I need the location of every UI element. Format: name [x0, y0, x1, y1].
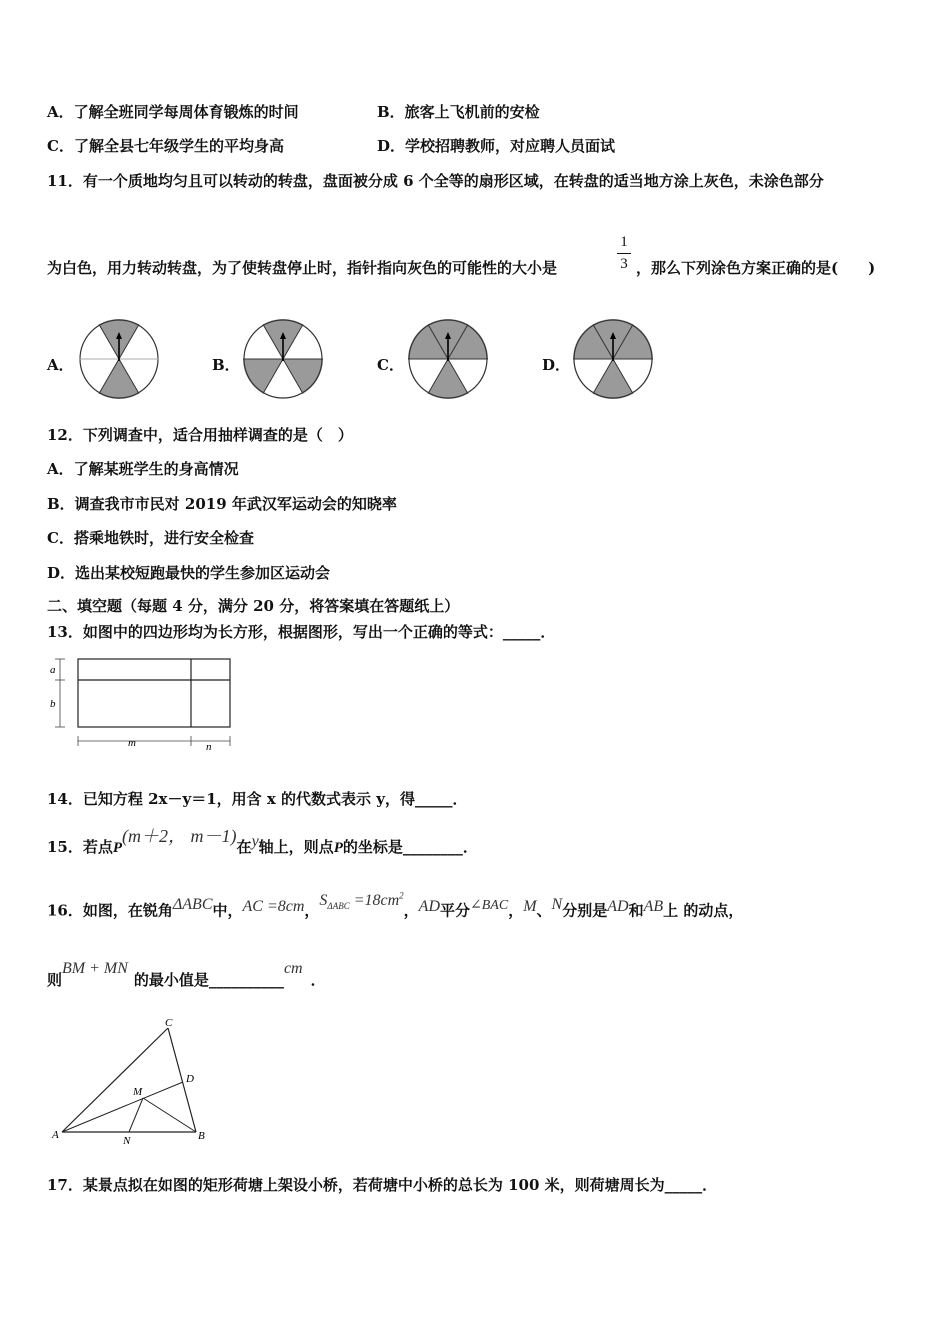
q16-angle: ∠BAC: [470, 898, 509, 914]
q16-t2: ，: [304, 901, 320, 920]
q10-option-c: C．了解全县七年级学生的平均身高: [47, 137, 284, 155]
q13-rectangle-figure: [46, 654, 236, 754]
q16-area-s: S: [319, 892, 328, 910]
spinner-d-figure: [573, 319, 653, 399]
q16-label-m: M: [133, 1086, 143, 1098]
q16-ad2: AD: [607, 898, 629, 916]
spinner-c-figure: [408, 319, 488, 399]
q16-triangle-figure: [50, 1016, 220, 1146]
q16-expr: BM + MN: [62, 960, 128, 977]
q16-t1: 中，: [212, 901, 243, 920]
q16-n: N: [551, 896, 563, 914]
q16-pre: 16．如图，在锐角: [47, 901, 173, 920]
q10-option-d: D．学校招聘教师，对应聘人员面试: [377, 137, 616, 155]
q13-label-a: a: [50, 664, 56, 676]
q16-area-sup: 2: [399, 891, 404, 901]
q13-stem: 13．如图中的四边形均为长方形，根据图形，写出一个正确的等式：_____．: [47, 623, 556, 641]
spinner-b-gray-lowerright: [283, 359, 323, 394]
q16-stem-line2: [47, 960, 326, 991]
q16-t9: 上 的动点，: [663, 901, 744, 920]
q16-label-n: N: [123, 1135, 131, 1147]
q16-ac: AC =8cm: [242, 898, 305, 916]
spinner-c-gray-bottom: [428, 359, 468, 399]
q12-option-a: A．了解某班学生的身高情况: [47, 460, 239, 478]
q16-t4: 平分: [440, 901, 471, 920]
q16-triangle: ΔABC: [172, 896, 213, 914]
q10-option-b: B．旅客上飞机前的安检: [377, 103, 540, 121]
q16-t7: 分别是: [562, 901, 608, 920]
section-2-heading: 二、填空题（每题 4 分，满分 20 分，将答案填在答题纸上）: [47, 597, 460, 615]
q16-m: M: [523, 898, 537, 916]
q16-label-b: B: [198, 1130, 205, 1142]
q12-option-d: D．选出某校短跑最快的学生参加区运动会: [47, 564, 331, 582]
q16-t6: 、: [536, 901, 552, 920]
q16-stem-line1: [47, 891, 744, 927]
q15-point-p2: P: [333, 840, 343, 856]
q16-area-val: =18cm: [349, 892, 400, 910]
q15-pre: 15．若点: [47, 838, 113, 856]
spinner-a-figure: [79, 319, 159, 399]
q16-area: [319, 891, 404, 912]
q17-stem: 17．某景点拟在如图的矩形荷塘上架设小桥，若荷塘中小桥的总长为 100 米，则荷塘周长为_____．: [47, 1176, 718, 1194]
q10-option-a: A．了解全班同学每周体育锻炼的时间: [47, 103, 299, 121]
q16-label-d: D: [186, 1073, 194, 1085]
q11-option-c-label: C．: [377, 356, 404, 374]
q12-stem: 12．下列调查中，适合用抽样调查的是（ ）: [47, 426, 353, 444]
q13-label-b: b: [50, 698, 56, 710]
q15-end: 的坐标是________．: [342, 838, 478, 856]
fraction-bar: [617, 253, 631, 254]
q11-option-a-label: A．: [47, 356, 74, 374]
q16-label-c: C: [165, 1017, 173, 1029]
q11-fraction-denominator: 3: [620, 256, 628, 272]
q15-mid: 在: [236, 838, 252, 856]
q16-label-a: A: [52, 1129, 59, 1141]
q13-label-n: n: [206, 741, 212, 753]
q16-l2-pre: 则: [47, 971, 63, 989]
q11-option-d-label: D．: [542, 356, 571, 374]
q15-point-p: P: [112, 840, 123, 856]
q16-l2-end: ．: [310, 971, 326, 989]
q16-ab: AB: [643, 898, 664, 916]
q16-area-sub: ΔABC: [327, 901, 350, 912]
spinner-b-figure: [243, 319, 323, 399]
q16-ad: AD: [418, 898, 440, 916]
q15-stem: [47, 826, 478, 858]
q12-option-b: B．调查我市市民对 2019 年武汉军运动会的知晓率: [47, 495, 397, 513]
spinner-b-gray-lowerleft: [243, 359, 283, 394]
q16-unit: cm: [283, 960, 303, 977]
q16-t8: 和: [628, 901, 644, 920]
q15-coords: (m＋2， m－1): [122, 826, 237, 846]
q16-l2-mid: 的最小值是__________: [133, 971, 284, 989]
q16-t3: ，: [403, 901, 419, 920]
q11-fraction-numerator: 1: [620, 234, 628, 250]
q13-label-m: m: [128, 737, 136, 749]
q12-option-c: C．搭乘地铁时，进行安全检查: [47, 529, 254, 547]
q14-stem: 14．已知方程 2x－y＝1，用含 x 的代数式表示 y，得_____．: [47, 790, 468, 808]
q15-post: 轴上，则点: [258, 838, 334, 856]
q11-fraction: [617, 234, 631, 273]
q16-t5: ，: [508, 901, 524, 920]
q11-option-b-label: B．: [212, 356, 240, 374]
q11-stem-line2b: ，那么下列涂色方案正确的是( ): [636, 259, 876, 277]
q11-stem-line2a: 为白色，用力转动转盘，为了使转盘停止时，指针指向灰色的可能性的大小是: [47, 259, 558, 277]
q15-y: y: [251, 833, 259, 850]
q11-stem-line1: 11．有一个质地均匀且可以转动的转盘，盘面被分成 6 个全等的扇形区域，在转盘的适当地方涂上灰色，未涂色部分: [47, 172, 824, 190]
spinner-a-gray-bottom: [99, 359, 139, 399]
